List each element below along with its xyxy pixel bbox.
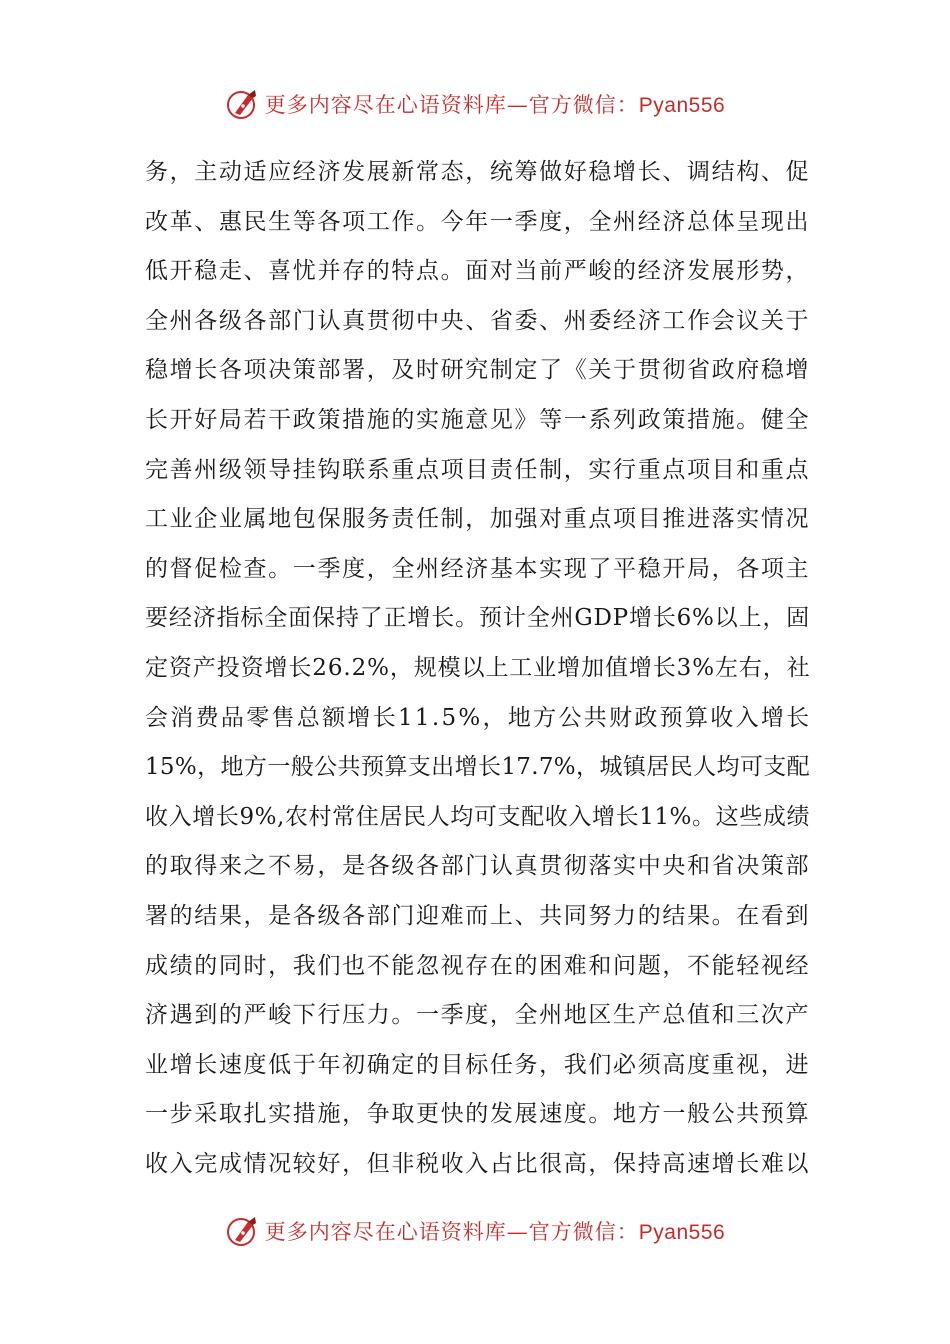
pen-nib-circle-icon [225, 86, 261, 122]
body-line: 务，主动适应经济发展新常态，统筹做好稳增长、调结构、促 [145, 159, 810, 185]
pen-nib-circle-icon [225, 1213, 261, 1249]
body-line: 全州各级各部门认真贯彻中央、省委、州委经济工作会议关于 [145, 307, 810, 334]
body-line: 业增长速度低于年初确定的目标任务，我们必须高度重视，进 [145, 1051, 810, 1078]
watermark-label: 更多内容尽在心语资料库—官方微信： [264, 93, 639, 117]
body-line: 完善州级领导挂钩联系重点项目责任制，实行重点项目和重点 [145, 456, 810, 483]
body-line: 工业企业属地包保服务责任制，加强对重点项目推进落实情况 [145, 506, 810, 533]
wechat-id: Pyan556 [638, 94, 726, 117]
body-line: 成绩的同时，我们也不能忽视存在的困难和问题，不能轻视经 [145, 952, 810, 979]
body-line: 改革、惠民生等各项工作。今年一季度，全州经济总体呈现出 [145, 208, 810, 235]
body-line: 收入完成情况较好，但非税收入占比很高，保持高速增长难以 [145, 1150, 810, 1177]
body-line: 长开好局若干政策措施的实施意见》等一系列政策措施。健全 [145, 406, 810, 433]
body-line: 低开稳走、喜忧并存的特点。面对当前严峻的经济发展形势， [145, 258, 810, 285]
body-line: 署的结果，是各级各部门迎难而上、共同努力的结果。在看到 [145, 902, 810, 929]
body-line: 要经济指标全面保持了正增长。预计全州GDP增长6%以上，固 [145, 605, 810, 632]
body-line: 15%，地方一般公共预算支出增长17.7%，城镇居民人均可支配 [145, 754, 810, 781]
footer-watermark [0, 1211, 950, 1251]
watermark-text [265, 89, 725, 119]
body-line: 收入增长9%,农村常住居民人均可支配收入增长11%。这些成绩 [145, 803, 810, 830]
watermark-text [265, 1216, 725, 1246]
header-watermark [0, 84, 950, 124]
body-line: 定资产投资增长26.2%，规模以上工业增加值增长3%左右，社 [145, 654, 811, 681]
document-body [145, 148, 810, 1189]
body-line: 的取得来之不易，是各级各部门认真贯彻落实中央和省决策部 [145, 853, 810, 880]
watermark-label: 更多内容尽在心语资料库—官方微信： [264, 1220, 639, 1244]
body-line: 稳增长各项决策部署，及时研究制定了《关于贯彻省政府稳增 [145, 357, 810, 384]
body-line: 的督促检查。一季度，全州经济基本实现了平稳开局，各项主 [145, 555, 810, 582]
body-line: 一步采取扎实措施，争取更快的发展速度。地方一般公共预算 [145, 1101, 810, 1128]
wechat-id: Pyan556 [638, 1221, 726, 1244]
body-line: 济遇到的严峻下行压力。一季度，全州地区生产总值和三次产 [145, 1002, 810, 1029]
body-line: 会消费品零售总额增长11.5%，地方公共财政预算收入增长 [145, 704, 812, 731]
